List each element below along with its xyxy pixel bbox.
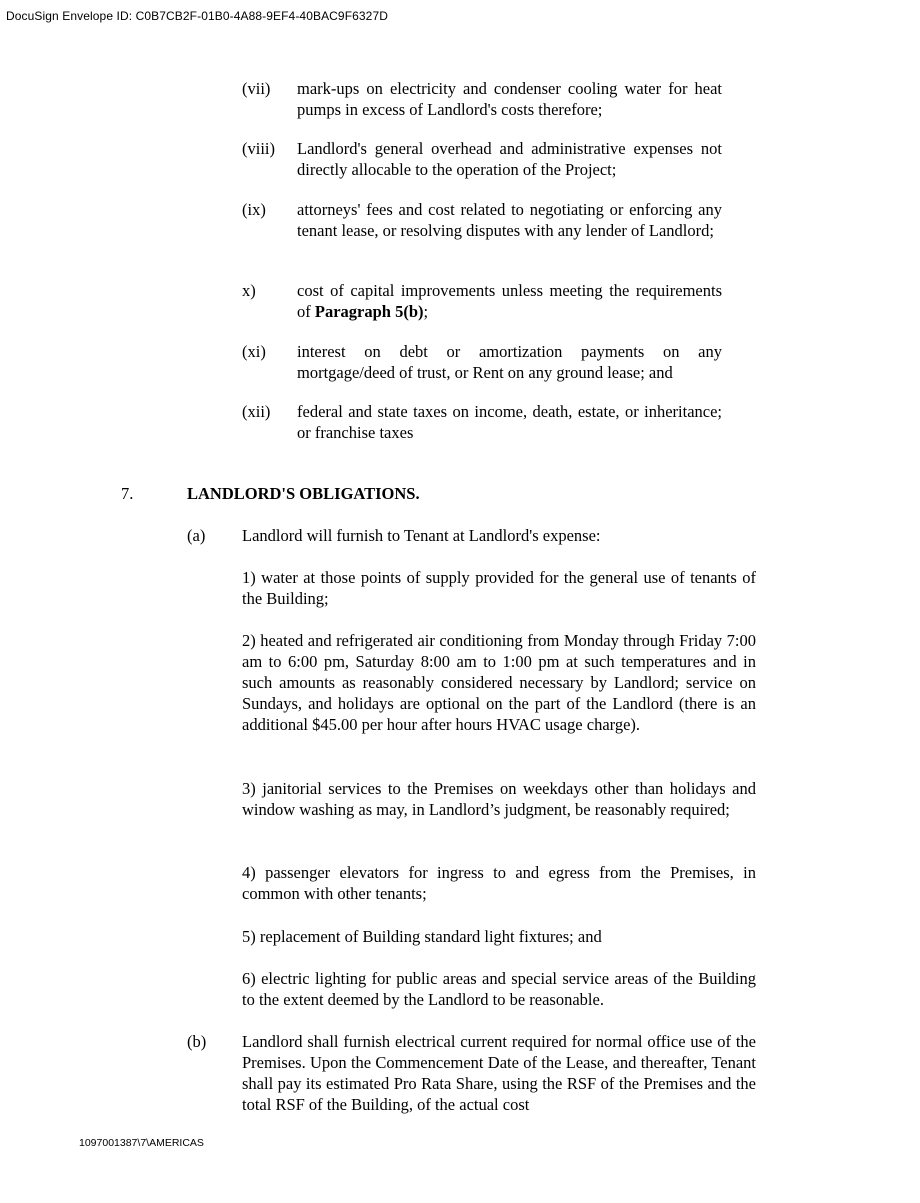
exclusion-text: mark-ups on electricity and condenser cooling water for heat pumps in excess of Landlord's costs therefore; — [297, 79, 722, 119]
paragraph-a-label: (a) — [187, 526, 206, 545]
obligation-item-5: 5) replacement of Building standard light fixtures; and — [242, 927, 602, 946]
section-number: 7. — [121, 484, 134, 503]
paragraph-b-text: Landlord shall furnish electrical current required for normal office use of the Premises. Upon the Commencement Date of the Lease, and thereafter, Tenant shall pay its estimated Pro Rata Share, using the RSF of the Premises and the total RSF of the Building, of the actual cost — [242, 1032, 756, 1114]
paragraph-a-intro: Landlord will furnish to Tenant at Landlord's expense: — [242, 526, 601, 545]
exclusion-text: federal and state taxes on income, death, estate, or inheritance; or franchise taxes — [297, 402, 722, 442]
exclusion-item-ix — [242, 199, 722, 241]
exclusion-text-before: cost of capital improvements unless meeting the requirements of — [297, 281, 722, 321]
exclusion-text — [297, 280, 722, 322]
docusign-envelope-id: DocuSign Envelope ID: C0B7CB2F-01B0-4A88-9EF4-40BAC9F6327D — [6, 9, 389, 23]
exclusion-item-x — [242, 280, 722, 322]
exclusion-text: Landlord's general overhead and administrative expenses not directly allocable to the operation of the Project; — [297, 139, 722, 179]
section-title: LANDLORD'S OBLIGATIONS. — [187, 484, 420, 503]
exclusion-number: x) — [242, 281, 256, 300]
exclusion-number: (xi) — [242, 342, 266, 361]
exclusion-item-xi — [242, 341, 722, 383]
obligation-item-3: 3) janitorial services to the Premises on weekdays other than holidays and window washing as may, in Landlord’s judgment, be reasonably required; — [242, 779, 756, 819]
obligation-item-1: 1) water at those points of supply provided for the general use of tenants of the Building; — [242, 568, 756, 608]
exclusion-text: interest on debt or amortization payments on any mortgage/deed of trust, or Rent on any ground lease; and — [297, 342, 722, 382]
paragraph-b-label: (b) — [187, 1032, 207, 1051]
exclusion-item-xii — [242, 401, 722, 443]
exclusion-number: (viii) — [242, 139, 275, 158]
exclusion-number: (vii) — [242, 79, 271, 98]
obligation-item-4: 4) passenger elevators for ingress to and egress from the Premises, in common with other tenants; — [242, 863, 756, 903]
document-footer-id: 1097001387\7\AMERICAS — [79, 1137, 204, 1149]
paragraph-reference: Paragraph 5(b) — [314, 302, 424, 321]
obligation-item-6: 6) electric lighting for public areas and special service areas of the Building to the extent deemed by the Landlord to be reasonable. — [242, 969, 756, 1009]
exclusion-text: attorneys' fees and cost related to negotiating or enforcing any tenant lease, or resolving disputes with any lender of Landlord; — [297, 200, 722, 240]
obligation-item-2: 2) heated and refrigerated air conditioning from Monday through Friday 7:00 am to 6:00 pm, Saturday 8:00 am to 1:00 pm at such temperatures and in such amounts as reasonably considered necessary by Landlord; service on Sundays, and holidays are optional on the part of the Landlord (there is an additional $45.00 per hour after hours HVAC usage charge). — [242, 631, 756, 734]
exclusion-text-after: ; — [423, 302, 429, 321]
exclusion-item-vii — [242, 78, 722, 120]
exclusion-number: (xii) — [242, 402, 271, 421]
exclusion-item-viii — [242, 138, 722, 180]
exclusion-number: (ix) — [242, 200, 266, 219]
